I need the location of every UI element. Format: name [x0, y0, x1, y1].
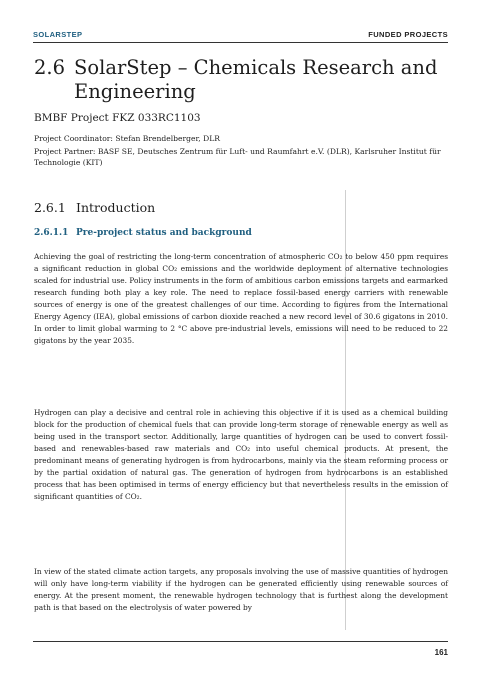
- subsection-number: 2.6.1.1: [34, 228, 69, 238]
- body-paragraph: Achieving the goal of restricting the long-term concentration of atmospheric CO₂ to below 450 ppm requires a significant reduction in global CO₂ emissions and the worldwide deployment of alternative technologies scaled for industrial use. Policy instruments in the form of ambitious carbon emissions targets and earmarked research funding both play a key role. The need to replace fossil-based energy carriers with renewable sources of energy is one of the greatest challenges of our time. According to figures from the International Energy Agency (IEA), global emissions of carbon dioxide reached a new record level of 30.6 gigatons in 2010. In order to limit global warming to 2 °C above pre-industrial levels, emissions will need to be reduced to 22 gigatons by the year 2035.: [34, 252, 448, 346]
- section-title: Introduction: [76, 200, 156, 215]
- chapter-title-text: SolarStep – Chemicals Research and Engineering: [74, 56, 438, 103]
- subsection-title: Pre-project status and background: [76, 228, 252, 238]
- chapter-number: 2.6: [34, 56, 66, 79]
- body-paragraph: Hydrogen can play a decisive and central role in achieving this objective if it is used as a chemical building block for the production of chemical fuels that can provide long-term storage of renewable energy as well as being used in the transport sector. Additionally, large quantities of hydrogen can be used to convert fossil-based and renewables-based raw materials and CO₂ into useful chemical products. At present, the predominant means of generating hydrogen is from hydrocarbons, mainly via the steam reforming process or by the partial oxidation of natural gas. The generation of hydrogen from hydrocarbons is an established process that has been optimised in terms of energy efficiency but that nevertheless results in the emission of significant quantities of CO₂.: [34, 408, 448, 502]
- page-number: 161: [434, 648, 448, 657]
- body-paragraph: In view of the stated climate action targets, any proposals involving the use of massive quantities of hydrogen will only have long-term viability if the hydrogen can be generated efficiently using renewable sources of energy. At the present moment, the renewable hydrogen technology that is furthest along the development path is that based on the electrolysis of water powered by: [34, 567, 448, 613]
- header-rule: [33, 42, 448, 43]
- project-partner: Project Partner: BASF SE, Deutsches Zentrum für Luft- und Raumfahrt e.V. (DLR), Karlsruher Institut für Technologie (KIT): [34, 147, 441, 167]
- running-header-left: SOLARSTEP: [33, 30, 83, 39]
- project-id: BMBF Project FKZ 033RC1103: [34, 112, 201, 124]
- project-coordinator: Project Coordinator: Stefan Brendelberger, DLR: [34, 134, 220, 143]
- running-header: [33, 30, 448, 42]
- section-number: 2.6.1: [34, 200, 66, 215]
- footer-rule: [33, 641, 448, 642]
- running-header-right: FUNDED PROJECTS: [368, 30, 448, 39]
